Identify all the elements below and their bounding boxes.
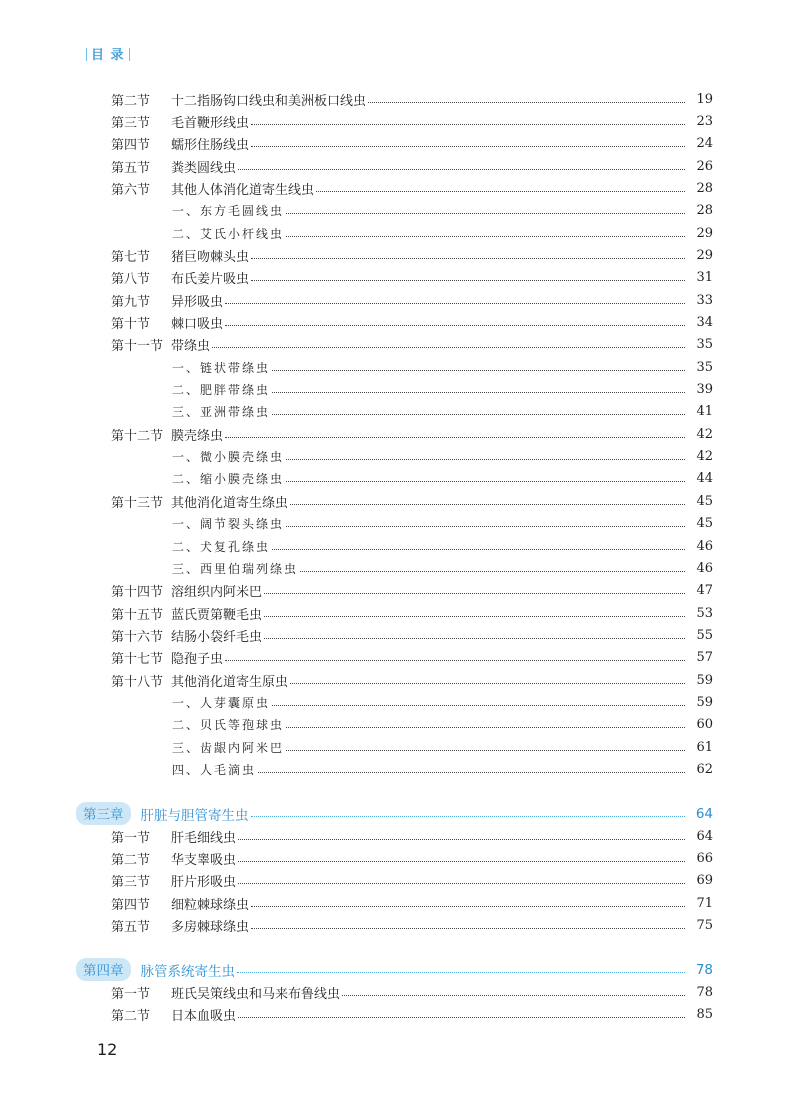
toc-section-entry[interactable] xyxy=(0,982,800,1002)
section-number: 第十七节 xyxy=(111,652,164,668)
entry-title: 十二指肠钩口线虫和美洲板口线虫 xyxy=(171,93,367,109)
page-ref: 34 xyxy=(696,315,713,330)
page-ref: 78 xyxy=(695,961,713,978)
dot-leader xyxy=(286,481,685,482)
dot-leader xyxy=(286,236,685,237)
section-number: 第二节 xyxy=(111,93,151,109)
page-ref: 59 xyxy=(696,694,713,710)
entry-title: 一、微小膜壳绦虫 xyxy=(172,450,285,465)
toc-section-entry[interactable] xyxy=(0,89,800,109)
entry-title: 日本血吸虫 xyxy=(171,1009,237,1025)
page-ref: 24 xyxy=(696,136,713,152)
toc-subentry[interactable] xyxy=(0,357,800,377)
entry-title: 异形吸虫 xyxy=(171,294,224,310)
toc-section-entry[interactable] xyxy=(0,491,800,511)
toc-entry-label xyxy=(172,694,270,711)
toc-entry-label xyxy=(111,112,249,131)
entry-title: 猪巨吻棘头虫 xyxy=(171,249,250,265)
toc-entry-label xyxy=(172,739,284,756)
toc-entry-label xyxy=(111,268,249,287)
page-ref: 62 xyxy=(696,762,713,777)
toc-entry-label xyxy=(111,90,366,109)
entry-title: 一、阔节裂头绦虫 xyxy=(172,517,285,532)
entry-title: 一、人芽囊原虫 xyxy=(172,695,271,710)
dot-leader xyxy=(272,392,685,393)
page-ref: 28 xyxy=(696,203,713,219)
page-ref: 39 xyxy=(696,382,713,398)
page-ref: 19 xyxy=(696,91,713,107)
toc-entry-label xyxy=(111,313,223,332)
toc-section-entry[interactable] xyxy=(0,648,800,668)
toc-section-entry[interactable] xyxy=(0,290,800,310)
toc-entry-label xyxy=(172,515,284,532)
toc-section-entry[interactable] xyxy=(0,849,800,869)
toc-entry-label xyxy=(76,958,235,981)
toc-section-entry[interactable] xyxy=(0,871,800,891)
dot-leader xyxy=(225,437,685,438)
entry-title: 毛首鞭形线虫 xyxy=(171,115,250,131)
toc-section-entry[interactable] xyxy=(0,424,800,444)
toc-section-entry[interactable] xyxy=(0,245,800,265)
page-ref: 75 xyxy=(696,918,713,934)
dot-leader xyxy=(272,705,685,706)
page-ref: 35 xyxy=(696,337,713,353)
toc-subentry[interactable] xyxy=(0,447,800,467)
entry-title: 溶组织内阿米巴 xyxy=(171,585,263,601)
section-number: 第十节 xyxy=(111,317,151,332)
entry-title: 二、肥胖带绦虫 xyxy=(172,383,271,398)
page-ref: 29 xyxy=(696,225,713,241)
toc-subentry[interactable] xyxy=(0,692,800,712)
dot-leader xyxy=(225,660,685,661)
page-ref: 59 xyxy=(696,672,713,688)
toc-section-entry[interactable] xyxy=(0,893,800,913)
page-ref: 60 xyxy=(696,717,713,733)
page-ref: 57 xyxy=(696,650,713,666)
dot-leader xyxy=(225,303,685,304)
section-number: 第十一节 xyxy=(111,339,164,355)
dot-leader xyxy=(237,972,685,973)
toc-entry-label xyxy=(111,179,314,198)
toc-subentry[interactable] xyxy=(0,223,800,243)
page-ref: 47 xyxy=(696,583,713,599)
entry-title: 其他人体消化道寄生线虫 xyxy=(171,182,315,198)
chapter-number: 第四章 xyxy=(76,958,131,981)
toc-section-entry[interactable] xyxy=(0,134,800,154)
entry-title: 膜壳绦虫 xyxy=(171,428,224,444)
dot-leader xyxy=(225,325,685,326)
dot-leader xyxy=(286,213,685,214)
dot-leader xyxy=(251,906,685,907)
page-ref: 64 xyxy=(696,828,713,844)
toc-entry-label xyxy=(111,492,288,511)
page-ref: 45 xyxy=(696,516,713,532)
entry-title: 隐孢子虫 xyxy=(171,652,224,668)
section-number: 第九节 xyxy=(111,294,151,310)
entry-title: 棘口吸虫 xyxy=(171,317,224,332)
toc-section-entry[interactable] xyxy=(0,156,800,176)
section-number: 第三节 xyxy=(111,115,151,131)
toc-chapter-entry[interactable] xyxy=(0,960,800,980)
entry-title: 粪类圆线虫 xyxy=(171,160,237,176)
dot-leader xyxy=(251,124,685,125)
toc-entry-label xyxy=(172,560,298,577)
entry-title: 其他消化道寄生绦虫 xyxy=(171,495,289,511)
toc-section-entry[interactable] xyxy=(0,335,800,355)
dot-leader xyxy=(258,772,685,773)
page-ref: 44 xyxy=(696,471,713,487)
section-number: 第十四节 xyxy=(111,585,164,601)
dot-leader xyxy=(264,638,685,639)
toc-entry-label xyxy=(111,626,262,645)
toc-entry-label xyxy=(172,470,284,487)
section-number: 第六节 xyxy=(111,182,151,198)
entry-title: 蓝氏贾第鞭毛虫 xyxy=(171,607,263,623)
page-ref: 29 xyxy=(696,247,713,263)
dot-leader xyxy=(212,347,685,348)
entry-title: 班氏吴策线虫和马来布鲁线虫 xyxy=(171,986,341,1002)
entry-title: 一、链状带绦虫 xyxy=(172,360,271,375)
section-number: 第十八节 xyxy=(111,674,164,690)
section-number: 第七节 xyxy=(111,249,151,265)
dot-leader xyxy=(272,549,685,550)
page-ref: 78 xyxy=(696,984,713,1000)
page-ref: 46 xyxy=(696,538,713,554)
dot-leader xyxy=(251,928,685,929)
entry-title: 其他消化道寄生原虫 xyxy=(171,674,289,690)
section-number: 第一节 xyxy=(111,986,151,1002)
toc-entry-label xyxy=(172,202,284,219)
toc-entry-label xyxy=(111,916,249,935)
page-ref: 61 xyxy=(696,739,713,755)
page-ref: 53 xyxy=(696,605,713,621)
toc-subentry[interactable] xyxy=(0,558,800,578)
page-ref: 28 xyxy=(696,180,713,196)
dot-leader xyxy=(290,504,685,505)
dot-leader xyxy=(272,414,685,415)
dot-leader xyxy=(368,102,685,103)
dot-leader xyxy=(342,995,685,996)
entry-title: 结肠小袋纤毛虫 xyxy=(171,629,263,645)
toc-entry-label xyxy=(76,802,249,825)
dot-leader xyxy=(286,459,685,460)
entry-title: 华支睾吸虫 xyxy=(171,853,237,869)
toc-section-entry[interactable] xyxy=(0,670,800,690)
dot-leader xyxy=(238,1017,685,1018)
dot-leader xyxy=(300,571,685,572)
dot-leader xyxy=(251,280,685,281)
entry-title: 布氏姜片吸虫 xyxy=(171,272,250,288)
toc-subentry[interactable] xyxy=(0,402,800,422)
toc-entry-label xyxy=(111,425,223,444)
toc-subentry[interactable] xyxy=(0,380,800,400)
page-ref: 23 xyxy=(696,113,713,129)
entry-title: 二、缩小膜壳绦虫 xyxy=(172,472,285,487)
dot-leader xyxy=(264,593,685,594)
page-ref: 33 xyxy=(696,292,713,308)
entry-title: 多房棘球绦虫 xyxy=(171,920,250,936)
entry-title: 三、西里伯瑞列绦虫 xyxy=(172,561,299,576)
toc-entry-label xyxy=(172,716,284,733)
toc-entry-label xyxy=(111,335,210,354)
toc-entry-label xyxy=(111,246,249,265)
dot-leader xyxy=(290,683,685,684)
page-ref: 42 xyxy=(696,426,713,442)
section-number: 第十二节 xyxy=(111,428,164,444)
entry-title: 二、艾氏小杆线虫 xyxy=(172,226,285,241)
dot-leader xyxy=(238,839,685,840)
page-ref: 64 xyxy=(695,805,713,822)
dot-leader xyxy=(286,727,685,728)
toc-entry-label xyxy=(111,134,249,153)
toc-entry-label xyxy=(172,381,270,398)
dot-leader xyxy=(251,816,686,817)
toc-entry-label xyxy=(111,671,288,690)
section-number: 第二节 xyxy=(111,853,151,869)
page-number: 12 xyxy=(97,1040,118,1059)
section-number: 第十三节 xyxy=(111,495,164,511)
header-bar-left xyxy=(86,48,87,61)
entry-title: 带绦虫 xyxy=(171,339,211,355)
chapter-number: 第三章 xyxy=(76,802,131,825)
toc-entry-label xyxy=(111,1005,236,1024)
entry-title: 一、东方毛圆线虫 xyxy=(172,204,285,219)
toc-section-entry[interactable] xyxy=(0,268,800,288)
dot-leader xyxy=(251,146,685,147)
entry-title: 四、人毛滴虫 xyxy=(172,763,257,777)
page-ref: 71 xyxy=(696,895,713,911)
dot-leader xyxy=(238,861,685,862)
toc-section-entry[interactable] xyxy=(0,916,800,936)
toc-entry-label xyxy=(111,983,340,1002)
dot-leader xyxy=(251,258,685,259)
entry-title: 细粒棘球绦虫 xyxy=(171,897,250,913)
toc-section-entry[interactable] xyxy=(0,313,800,333)
section-number: 第一节 xyxy=(111,830,151,846)
page-ref: 45 xyxy=(696,493,713,509)
dot-leader xyxy=(272,370,685,371)
toc-subentry[interactable] xyxy=(0,737,800,757)
toc-header xyxy=(82,44,134,63)
dot-leader xyxy=(286,750,685,751)
header-bar-right xyxy=(129,48,130,61)
page-ref: 42 xyxy=(696,449,713,465)
section-number: 第五节 xyxy=(111,160,151,176)
page-ref: 46 xyxy=(696,560,713,576)
toc-subentry[interactable] xyxy=(0,201,800,221)
toc-chapter-entry[interactable] xyxy=(0,804,800,824)
toc-subentry[interactable] xyxy=(0,715,800,735)
toc-section-entry[interactable] xyxy=(0,625,800,645)
toc-subentry[interactable] xyxy=(0,536,800,556)
toc-subentry[interactable] xyxy=(0,514,800,534)
toc-section-entry[interactable] xyxy=(0,826,800,846)
toc-section-entry[interactable] xyxy=(0,1005,800,1025)
dot-leader xyxy=(238,883,685,884)
entry-title: 二、犬复孔绦虫 xyxy=(172,539,271,554)
toc-entry-label xyxy=(111,604,262,623)
toc-entry-label xyxy=(172,761,256,778)
entry-title: 脉管系统寄生虫 xyxy=(140,963,235,980)
toc-entry-label xyxy=(111,581,262,600)
dot-leader xyxy=(316,191,685,192)
toc-entry-label xyxy=(111,894,249,913)
page-ref: 69 xyxy=(696,873,713,889)
page-ref: 85 xyxy=(696,1007,713,1023)
toc-entry-label xyxy=(172,359,270,376)
header-title: 目 录 xyxy=(91,48,125,63)
entry-title: 二、贝氏等孢球虫 xyxy=(172,718,285,733)
page-ref: 26 xyxy=(696,158,713,174)
page-ref: 35 xyxy=(696,359,713,375)
dot-leader xyxy=(264,616,685,617)
section-number: 第二节 xyxy=(111,1009,151,1025)
page-ref: 31 xyxy=(696,270,713,286)
toc-subentry[interactable] xyxy=(0,469,800,489)
dot-leader xyxy=(286,526,685,527)
toc-entry-label xyxy=(111,648,223,667)
toc-subentry[interactable] xyxy=(0,760,800,780)
entry-title: 肝片形吸虫 xyxy=(171,875,237,891)
toc-entry-label xyxy=(172,225,284,242)
page-ref: 55 xyxy=(696,627,713,643)
toc-section-entry[interactable] xyxy=(0,178,800,198)
section-number: 第三节 xyxy=(111,875,151,891)
toc-entry-label xyxy=(111,157,236,176)
toc-entry-label xyxy=(111,871,236,890)
section-number: 第五节 xyxy=(111,920,151,936)
toc-entry-label xyxy=(172,403,270,420)
toc-entry-label xyxy=(111,849,236,868)
entry-title: 蠕形住肠线虫 xyxy=(171,138,250,154)
section-number: 第八节 xyxy=(111,272,151,288)
toc-section-entry[interactable] xyxy=(0,603,800,623)
toc-section-entry[interactable] xyxy=(0,111,800,131)
section-number: 第四节 xyxy=(111,897,151,913)
toc-entry-label xyxy=(111,827,236,846)
entry-title: 三、亚洲带绦虫 xyxy=(172,405,271,420)
entry-title: 三、齿龈内阿米巴 xyxy=(172,740,285,755)
toc-entry-label xyxy=(172,538,270,555)
section-number: 第十六节 xyxy=(111,629,164,645)
toc-section-entry[interactable] xyxy=(0,581,800,601)
dot-leader xyxy=(238,169,685,170)
entry-title: 肝脏与胆管寄生虫 xyxy=(140,807,249,824)
entry-title: 肝毛细线虫 xyxy=(171,830,237,846)
toc-entry-label xyxy=(172,448,284,465)
page-ref: 41 xyxy=(696,404,713,420)
section-number: 第十五节 xyxy=(111,607,164,623)
page-ref: 66 xyxy=(696,851,713,867)
toc-entry-label xyxy=(111,291,223,310)
section-number: 第四节 xyxy=(111,138,151,154)
